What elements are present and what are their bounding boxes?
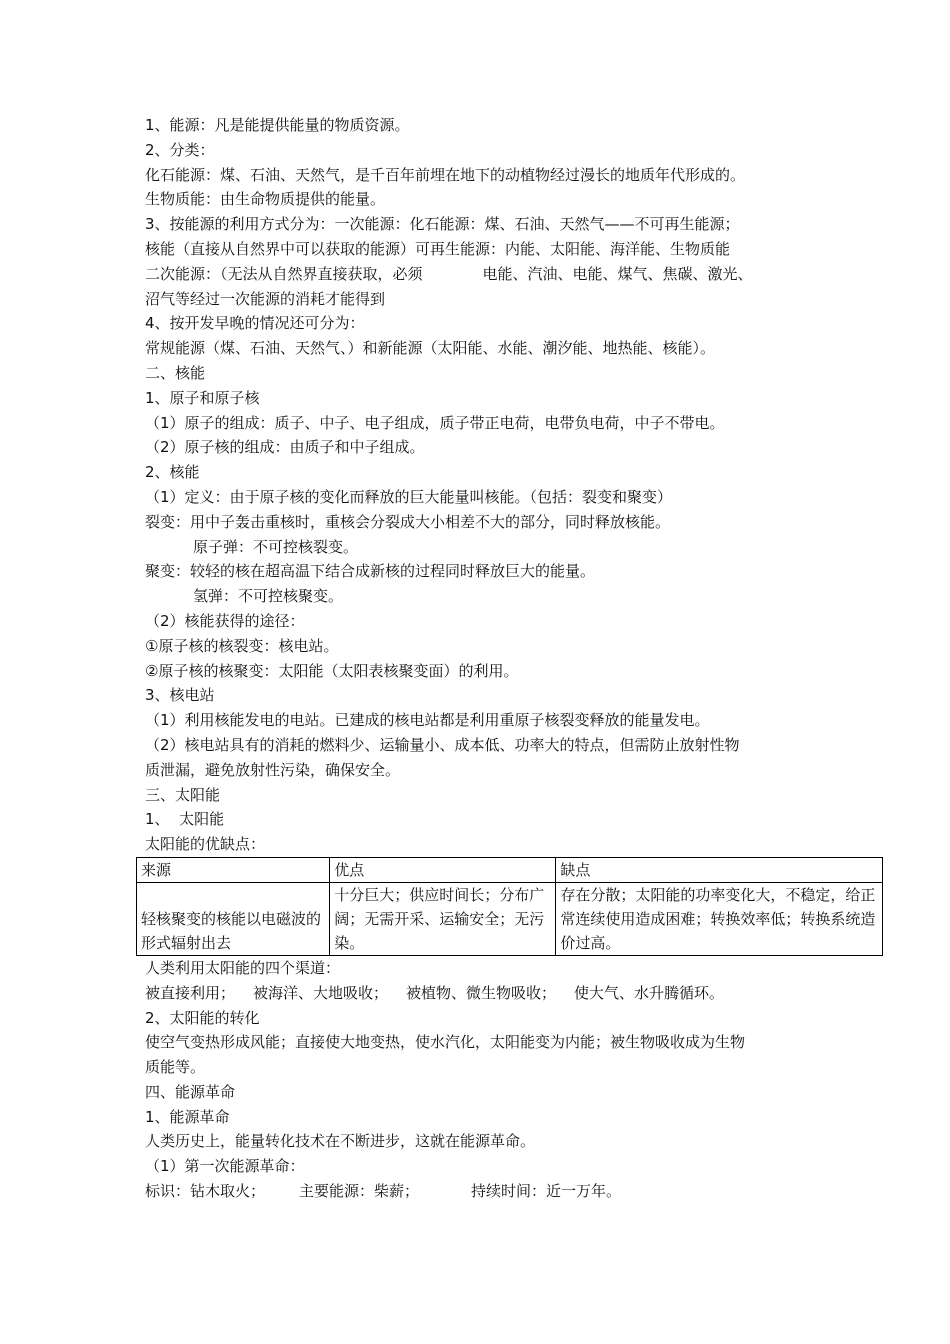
text-line: 核能（直接从自然界中可以获取的能源）可再生能源：内能、太阳能、海洋能、生物质能 bbox=[145, 239, 731, 258]
text-line: 沼气等经过一次能源的消耗才能得到 bbox=[145, 289, 386, 308]
text-line: 1、 太阳能 bbox=[145, 810, 225, 829]
text-line: 1、原子和原子核 bbox=[145, 388, 260, 407]
table-cell: 轻核聚变的核能以电磁波的形式辐射出去 bbox=[137, 882, 330, 955]
revolution-item: 标识：钻木取火； bbox=[145, 1182, 266, 1201]
text-line: （2）核能获得的途径： bbox=[145, 611, 305, 630]
section-heading: 二、核能 bbox=[145, 363, 206, 382]
table-row bbox=[137, 882, 883, 955]
table-header-cell: 来源 bbox=[137, 857, 330, 882]
text-line: 质能等。 bbox=[145, 1058, 206, 1077]
text-line: 氢弹：不可控核聚变。 bbox=[193, 587, 344, 606]
text-line: 4、按开发早晚的情况还可分为： bbox=[145, 314, 365, 333]
text-line: 2、核能 bbox=[145, 463, 200, 482]
text-line: 化石能源：煤、石油、天然气，是千百年前埋在地下的动植物经过漫长的地质年代形成的。 bbox=[145, 165, 746, 184]
table-header-cell: 缺点 bbox=[556, 857, 883, 882]
text-line: （1）原子的组成：质子、中子、电子组成，质子带正电荷，电带负电荷，中子不带电。 bbox=[145, 413, 725, 432]
document-page bbox=[141, 113, 895, 1204]
text-line: 人类利用太阳能的四个渠道： bbox=[145, 958, 341, 977]
channel-item: 使大气、水升腾循环。 bbox=[574, 983, 725, 1002]
text-line: 裂变：用中子轰击重核时，重核会分裂成大小相差不大的部分，同时释放核能。 bbox=[145, 512, 671, 531]
text-line: 1、能源：凡是能提供能量的物质资源。 bbox=[145, 116, 410, 134]
revolution-item: 持续时间：近一万年。 bbox=[471, 1182, 622, 1201]
table-header-row bbox=[137, 857, 883, 882]
table-cell: 存在分散；太阳能的功率变化大，不稳定，给正常连续使用造成困难；转换效率低；转换系统造价过高。 bbox=[556, 882, 883, 955]
text-line: 3、按能源的利用方式分为：一次能源：化石能源：煤、石油、天然气——不可再生能源； bbox=[145, 215, 740, 234]
text-line: 太阳能的优缺点： bbox=[145, 835, 266, 854]
text-line: （2）原子核的组成：由质子和中子组成。 bbox=[145, 438, 425, 457]
text-line bbox=[145, 1179, 895, 1204]
channel-item: 被海洋、大地吸收； bbox=[253, 983, 389, 1002]
text-line: ②原子核的核聚变：太阳能（太阳表核聚变面）的利用。 bbox=[145, 661, 519, 680]
text-line: 使空气变热形成风能；直接使大地变热，使水汽化，太阳能变为内能；被生物吸收成为生物 bbox=[145, 1033, 746, 1052]
revolution-item: 主要能源：柴薪； bbox=[299, 1182, 420, 1201]
channel-item: 被直接利用； bbox=[145, 983, 236, 1002]
text-line: 1、能源革命 bbox=[145, 1107, 230, 1126]
table-header-cell: 优点 bbox=[330, 857, 556, 882]
text-line: 原子弹：不可控核裂变。 bbox=[193, 537, 359, 556]
section-heading: 四、能源革命 bbox=[145, 1082, 236, 1101]
text-line: （1）利用核能发电的电站。已建成的核电站都是利用重原子核裂变释放的能量发电。 bbox=[145, 711, 710, 730]
text-line: 2、分类： bbox=[145, 140, 215, 159]
text-line: （1）定义：由于原子核的变化而释放的巨大能量叫核能。（包括：裂变和聚变） bbox=[145, 487, 673, 506]
section-heading: 三、太阳能 bbox=[145, 785, 221, 804]
table-cell: 十分巨大；供应时间长；分布广阔；无需开采、运输安全；无污染。 bbox=[330, 882, 556, 955]
secondary-energy-part1: 二次能源：（无法从自然界直接获取，必须 bbox=[145, 264, 423, 283]
text-line bbox=[145, 262, 895, 287]
channel-item: 被植物、微生物吸收； bbox=[406, 983, 557, 1002]
text-line: 3、核电站 bbox=[145, 686, 215, 705]
solar-pros-cons-table bbox=[136, 857, 883, 956]
text-line: 质泄漏，避免放射性污染，确保安全。 bbox=[145, 760, 401, 779]
text-line bbox=[145, 981, 895, 1006]
secondary-energy-part2: 电能、汽油、电能、煤气、焦碳、激光、 bbox=[482, 264, 753, 283]
text-line: 常规能源（煤、石油、天然气、）和新能源（太阳能、水能、潮汐能、地热能、核能）。 bbox=[145, 339, 716, 358]
text-line: （2）核电站具有的消耗的燃料少、运输量小、成本低、功率大的特点，但需防止放射性物 bbox=[145, 735, 740, 754]
text-line: ①原子核的核裂变：核电站。 bbox=[145, 636, 339, 655]
text-line: 聚变：较轻的核在超高温下结合成新核的过程同时释放巨大的能量。 bbox=[145, 562, 596, 581]
text-line: 生物质能：由生命物质提供的能量。 bbox=[145, 190, 386, 209]
text-line: 2、太阳能的转化 bbox=[145, 1008, 260, 1027]
text-line: 人类历史上，能量转化技术在不断进步，这就在能源革命。 bbox=[145, 1132, 536, 1151]
text-line: （1）第一次能源革命： bbox=[145, 1157, 305, 1176]
